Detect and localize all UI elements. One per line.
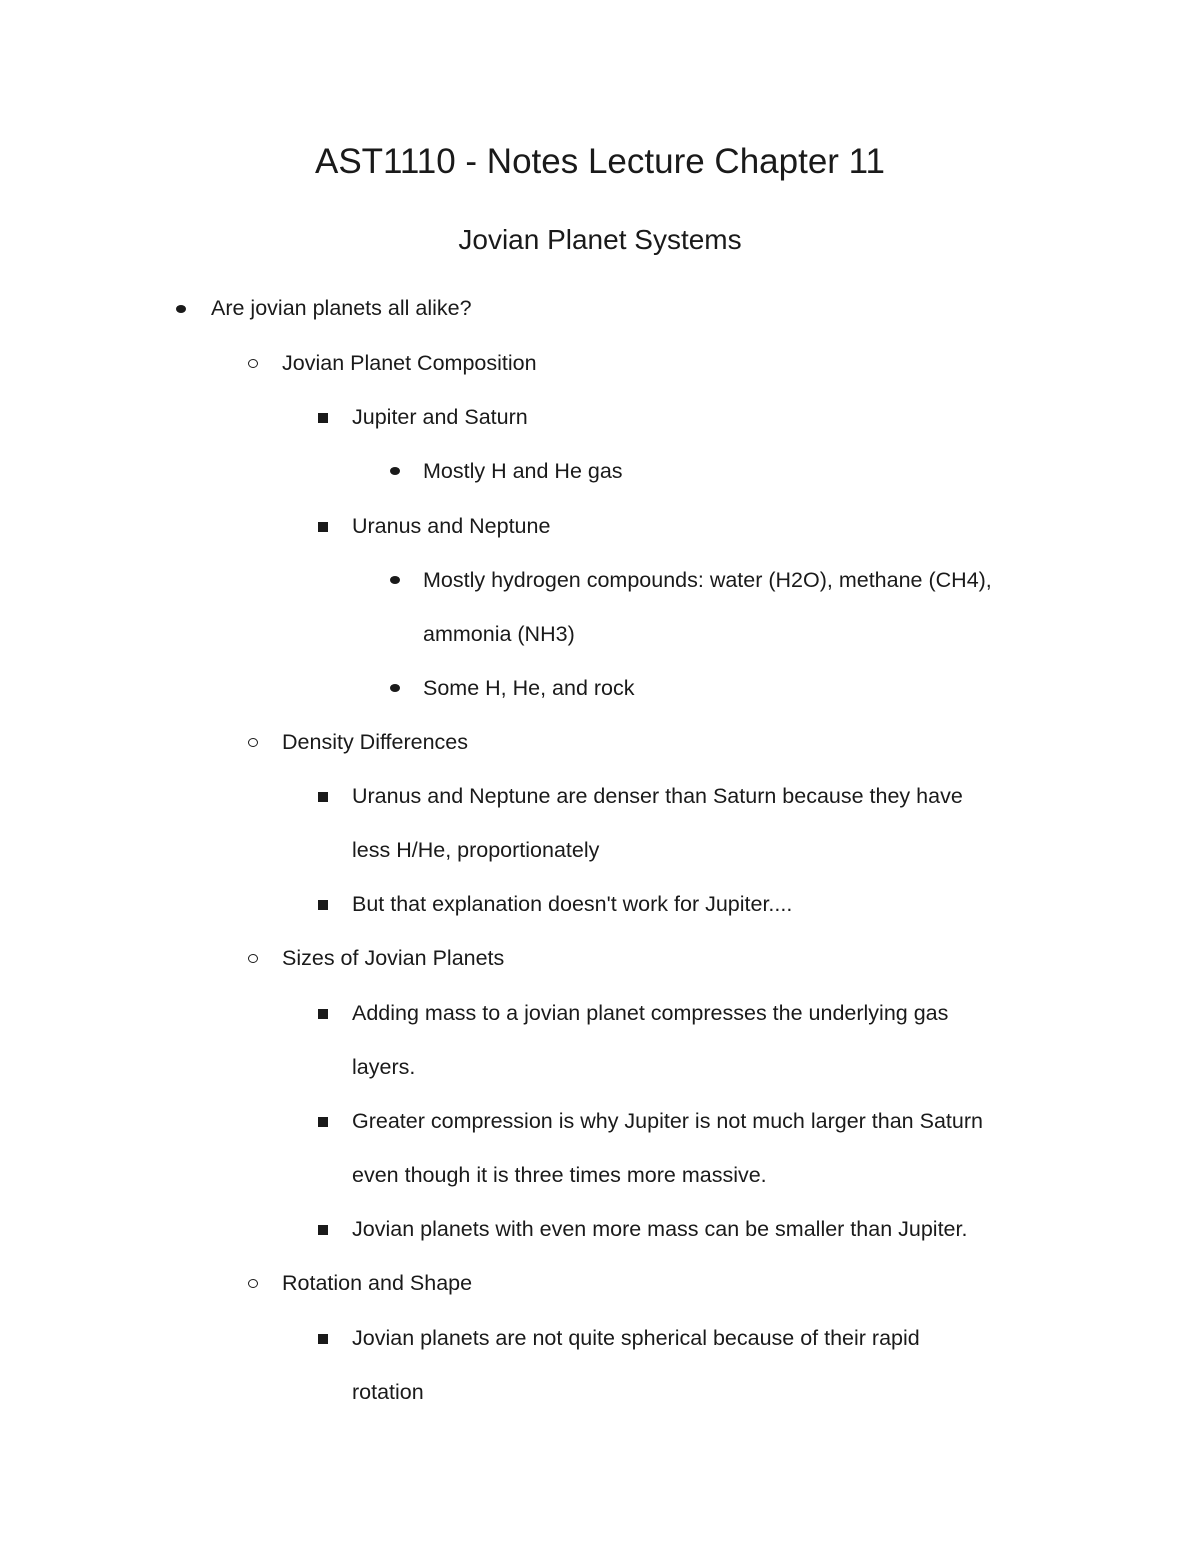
outline-heading-sizes: Sizes of Jovian Planets [282, 946, 505, 970]
outline-heading-composition: Jovian Planet Composition [282, 351, 537, 375]
outline-item-level3: But that explanation doesn't work for Jupiter.... [352, 892, 793, 916]
bullet-square-icon [318, 900, 328, 910]
outline-item-continuation: layers. [352, 1055, 416, 1079]
bullet-square-icon [318, 1009, 328, 1019]
document-subtitle: Jovian Planet Systems [458, 224, 742, 255]
bullet-disc-icon [176, 305, 186, 313]
bullet-square-icon [318, 413, 328, 423]
outline-item-level3: Uranus and Neptune are denser than Saturn because they have [352, 784, 963, 808]
outline-heading-density: Density Differences [282, 730, 469, 754]
outline-item-continuation: rotation [352, 1380, 424, 1404]
bullet-circle-icon [248, 738, 258, 747]
outline-item-uranus-neptune: Uranus and Neptune [352, 514, 551, 538]
outline-item-level3: Jovian planets with even more mass can be smaller than Jupiter. [352, 1217, 968, 1241]
outline-heading-rotation: Rotation and Shape [282, 1271, 473, 1295]
outline-item-level4: Mostly hydrogen compounds: water (H2O), methane (CH4), [423, 568, 992, 592]
outline-item-level3: Greater compression is why Jupiter is not much larger than Saturn [352, 1109, 983, 1133]
outline-item-continuation: even though it is three times more massive. [352, 1163, 767, 1187]
outline-item-level4: Mostly H and He gas [423, 459, 623, 483]
outline-item-level4: Some H, He, and rock [423, 676, 635, 700]
bullet-square-icon [318, 1334, 328, 1344]
bullet-circle-icon [248, 954, 258, 963]
outline-item-level3: Adding mass to a jovian planet compresses the underlying gas [352, 1001, 949, 1025]
bullet-square-icon [318, 1225, 328, 1235]
outline-item-jupiter-saturn: Jupiter and Saturn [352, 405, 528, 429]
bullet-square-icon [318, 792, 328, 802]
bullet-square-icon [318, 1117, 328, 1127]
document-title: AST1110 - Notes Lecture Chapter 11 [314, 142, 886, 181]
bullet-circle-icon [248, 1279, 258, 1288]
outline-item-level3: Jovian planets are not quite spherical because of their rapid [352, 1326, 920, 1350]
bullet-disc-icon [390, 467, 400, 475]
outline-item-level1: Are jovian planets all alike? [211, 296, 472, 320]
bullet-square-icon [318, 522, 328, 532]
bullet-disc-icon [390, 684, 400, 692]
bullet-disc-icon [390, 576, 400, 584]
outline-item-continuation: less H/He, proportionately [352, 838, 600, 862]
bullet-circle-icon [248, 359, 258, 368]
outline-item-continuation: ammonia (NH3) [423, 622, 575, 646]
